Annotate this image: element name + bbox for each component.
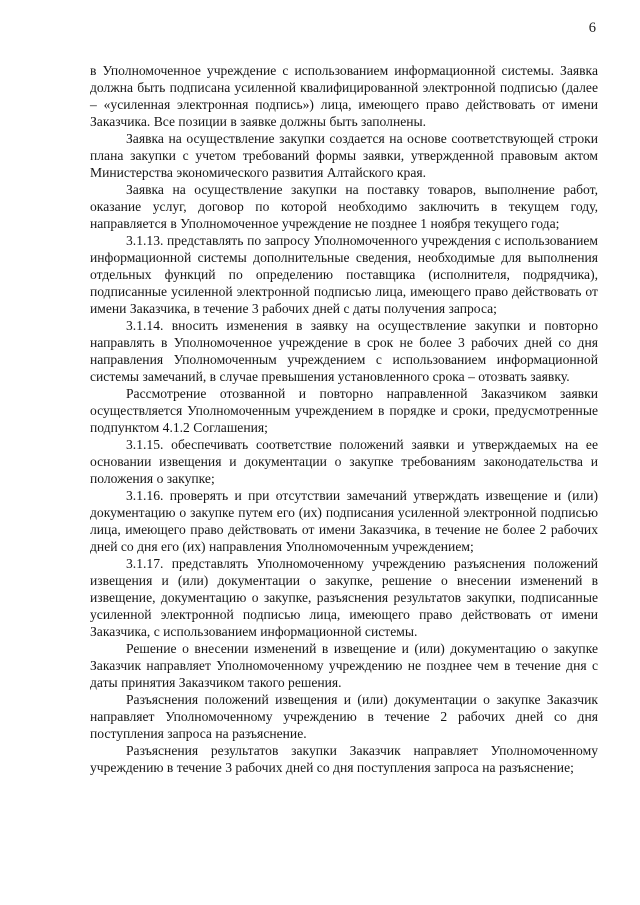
page-number: 6 — [588, 20, 596, 36]
paragraph: Заявка на осуществление закупки на поставку товаров, выполнение работ, оказание услуг, договор по которой необходимо заключить в текущем году, направляется в Уполномоченное учреждение не позднее 1 ноября текущего года; — [90, 182, 598, 231]
document-body — [90, 62, 598, 776]
paragraph: Заявка на осуществление закупки создается на основе соответствующей строки плана закупки с учетом требований формы заявки, утвержденной правовым актом Министерства экономического развития Алтайского края. — [90, 131, 598, 180]
paragraph-clause-3-1-14: 3.1.14. вносить изменения в заявку на осуществление закупки и повторно направлять в Уполномоченное учреждение в срок не более 3 рабочих дней со дня направления Уполномоченным учреждением с использованием информационной системы замечаний, в случае превышения установленного срока – отозвать заявку. — [90, 318, 598, 384]
paragraph: в Уполномоченное учреждение с использованием информационной системы. Заявка должна быть подписана усиленной квалифицированной электронной подписью (далее – «усиленная электронная подпись») лица, имеющего право действовать от имени Заказчика. Все позиции в заявке должны быть заполнены. — [90, 63, 598, 129]
paragraph: Рассмотрение отозванной и повторно направленной Заказчиком заявки осуществляется Уполномоченным учреждением в порядке и сроки, предусмотренные подпунктом 4.1.2 Соглашения; — [90, 386, 598, 435]
paragraph-clause-3-1-16: 3.1.16. проверять и при отсутствии замечаний утверждать извещение и (или) документацию о закупке путем его (их) подписания усиленной электронной подписью лица, имеющего право действовать от имени Заказчика, в течение не более 2 рабочих дней со дня его (их) направления Уполномоченным учреждением; — [90, 488, 598, 554]
paragraph: Решение о внесении изменений в извещение и (или) документацию о закупке Заказчик направляет Уполномоченному учреждению не позднее чем в течение дня с даты принятия Заказчиком такого решения. — [90, 641, 598, 690]
paragraph: Разъяснения результатов закупки Заказчик направляет Уполномоченному учреждению в течение 3 рабочих дней со дня поступления запроса на разъяснение; — [90, 743, 598, 775]
paragraph-clause-3-1-17: 3.1.17. представлять Уполномоченному учреждению разъяснения положений извещения и (или) документации о закупке, решение о внесении изменений в извещение, документацию о закупке, разъяснения результатов закупки, подписанные усиленной электронной подписью лица, имеющего право действовать от имени Заказчика, с использованием информационной системы. — [90, 556, 598, 639]
paragraph: Разъяснения положений извещения и (или) документации о закупке Заказчик направляет Уполномоченному учреждению в течение 2 рабочих дней со дня поступления запроса на разъяснение. — [90, 692, 598, 741]
paragraph-clause-3-1-15: 3.1.15. обеспечивать соответствие положений заявки и утверждаемых на ее основании извещения и документации о закупке требованиям законодательства и положения о закупке; — [90, 437, 598, 486]
paragraph-clause-3-1-13: 3.1.13. представлять по запросу Уполномоченного учреждения с использованием информационной системы дополнительные сведения, необходимые для выполнения отдельных функций по определению поставщика (исполнителя, подрядчика), подписанные усиленной электронной подписью лица, имеющего право действовать от имени Заказчика, в течение 3 рабочих дней с даты получения запроса; — [90, 233, 598, 316]
